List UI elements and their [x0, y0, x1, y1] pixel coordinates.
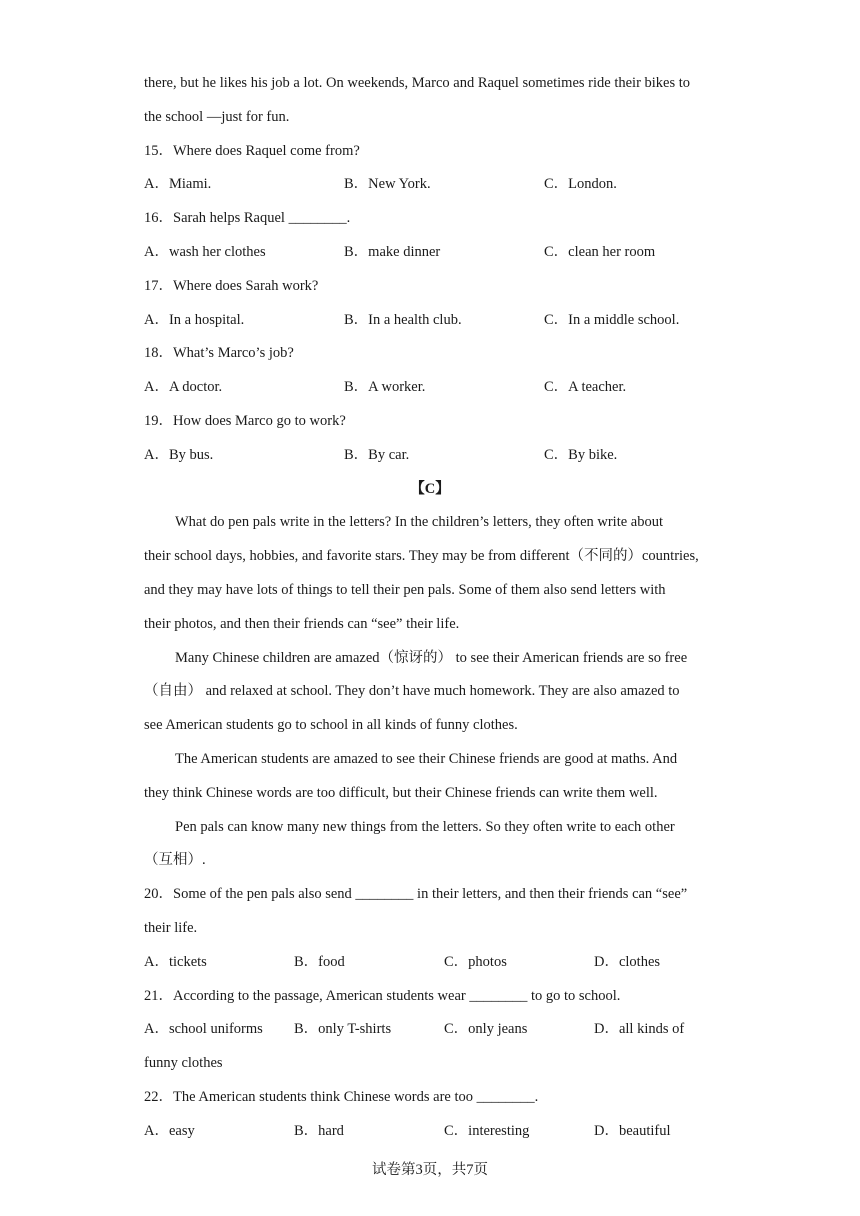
passage-line: Many Chinese children are amazed（惊讶的） to see their American friends are so free: [175, 650, 688, 666]
q19-option-c: C．By bike.: [544, 447, 618, 463]
passage-line: their school days, hobbies, and favorite stars. They may be from different（不同的）countries,: [144, 548, 699, 564]
q16-option-b: B．make dinner: [344, 244, 441, 260]
q20-option-a: A．tickets: [144, 954, 207, 970]
passage-line: the school —just for fun.: [144, 109, 290, 125]
q20-option-b: B．food: [294, 954, 345, 970]
q19-option-b: B．By car.: [344, 447, 410, 463]
passage-line: What do pen pals write in the letters? In the children’s letters, they often write about: [175, 514, 664, 530]
q17-option-a: A．In a hospital.: [144, 312, 245, 328]
q21-option-b: B．only T-shirts: [294, 1021, 392, 1037]
question-20-stem: 20．Some of the pen pals also send ________ in their letters, and then their friends can “see”: [144, 886, 688, 902]
q22-option-b: B．hard: [294, 1123, 344, 1139]
passage-line: The American students are amazed to see their Chinese friends are good at maths. And: [175, 751, 678, 767]
q20-option-c: C．photos: [444, 954, 507, 970]
question-16-stem: 16．Sarah helps Raquel ________.: [144, 210, 351, 226]
q19-option-a: A．By bus.: [144, 447, 214, 463]
section-c-title: 【C】: [410, 481, 450, 497]
q20-option-d: D．clothes: [594, 954, 661, 970]
passage-line: Pen pals can know many new things from the letters. So they often write to each other: [175, 819, 675, 835]
question-22-stem: 22．The American students think Chinese words are too ________.: [144, 1089, 539, 1105]
passage-line: see American students go to school in all kinds of funny clothes.: [144, 717, 518, 733]
question-21-stem: 21．According to the passage, American students wear ________ to go to school.: [144, 988, 621, 1004]
q22-option-a: A．easy: [144, 1123, 195, 1139]
q15-option-b: B．New York.: [344, 176, 431, 192]
question-18-stem: 18．What’s Marco’s job?: [144, 345, 294, 361]
q15-option-c: C．London.: [544, 176, 617, 192]
q21-option-a: A．school uniforms: [144, 1021, 263, 1037]
q15-option-a: A．Miami.: [144, 176, 212, 192]
passage-line: and they may have lots of things to tell their pen pals. Some of them also send letters with: [144, 582, 666, 598]
q18-option-c: C．A teacher.: [544, 379, 627, 395]
passage-line: （互相）.: [144, 852, 206, 868]
passage-line: there, but he likes his job a lot. On weekends, Marco and Raquel sometimes ride their bikes to: [144, 75, 691, 91]
q18-option-b: B．A worker.: [344, 379, 426, 395]
question-17-stem: 17．Where does Sarah work?: [144, 278, 319, 294]
passage-line: their photos, and then their friends can “see” their life.: [144, 616, 460, 632]
question-15-stem: 15．Where does Raquel come from?: [144, 143, 360, 159]
q17-option-c: C．In a middle school.: [544, 312, 680, 328]
q17-option-b: B．In a health club.: [344, 312, 462, 328]
question-20-stem-cont: their life.: [144, 920, 198, 936]
passage-line: （自由） and relaxed at school. They don’t have much homework. They are also amazed to: [144, 683, 680, 699]
q16-option-a: A．wash her clothes: [144, 244, 266, 260]
q16-option-c: C．clean her room: [544, 244, 656, 260]
question-19-stem: 19．How does Marco go to work?: [144, 413, 346, 429]
q21-option-c: C．only jeans: [444, 1021, 528, 1037]
page-footer: 试卷第3页，共7页: [372, 1162, 488, 1178]
q21-option-d: D．all kinds of: [594, 1021, 685, 1037]
passage-line: they think Chinese words are too difficult, but their Chinese friends can write them well.: [144, 785, 658, 801]
q22-option-d: D．beautiful: [594, 1123, 671, 1139]
q22-option-c: C．interesting: [444, 1123, 530, 1139]
q21-option-d-cont: funny clothes: [144, 1055, 223, 1071]
q18-option-a: A．A doctor.: [144, 379, 223, 395]
